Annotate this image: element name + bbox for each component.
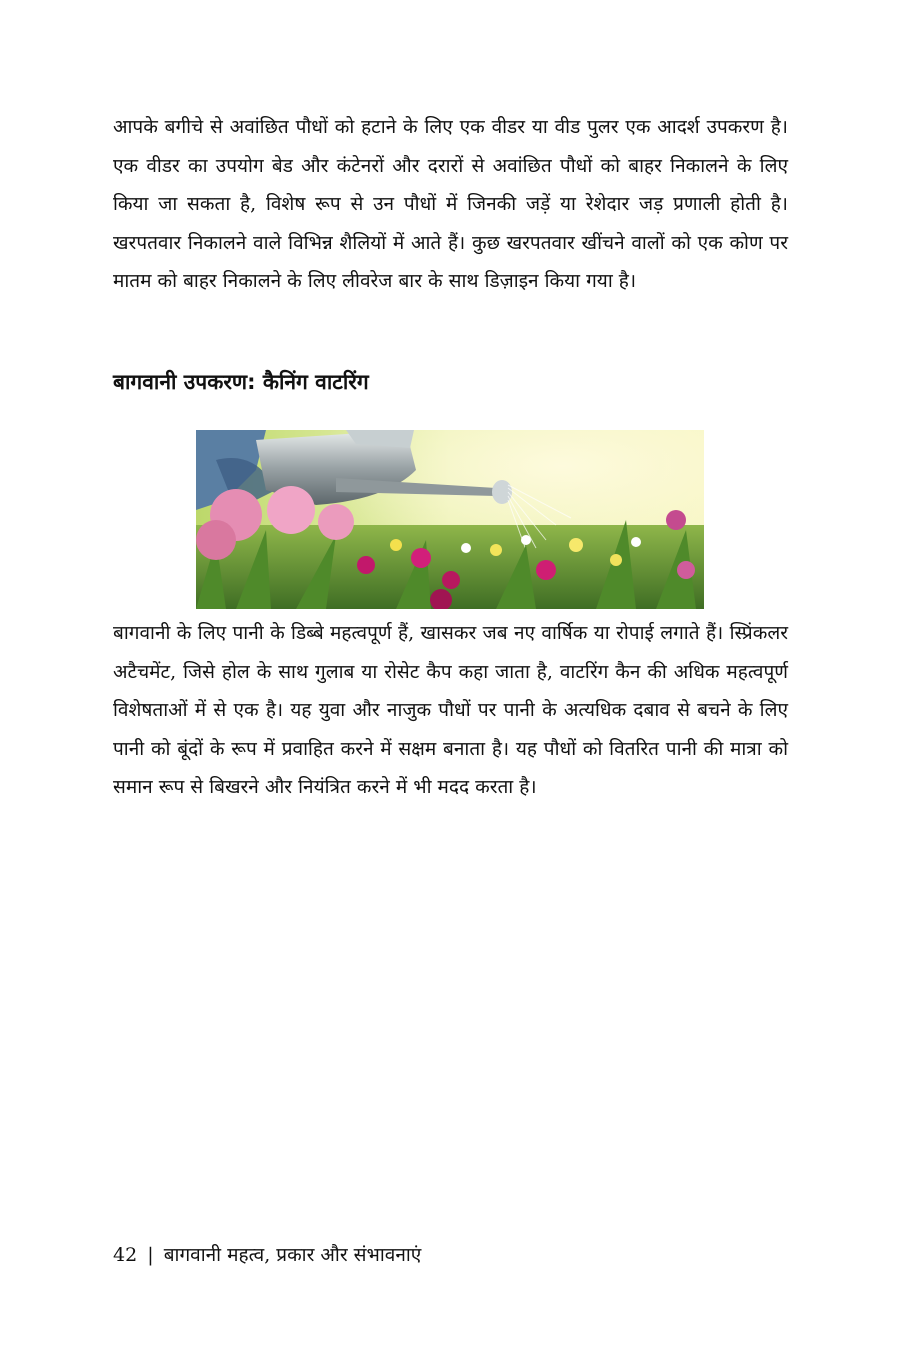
page-footer xyxy=(113,1238,421,1272)
section-heading: बागवानी उपकरण: कैनिंग वाटरिंग xyxy=(113,370,369,394)
paragraph-watering-can: बागवानी के लिए पानी के डिब्बे महत्वपूर्ण हैं, खासकर जब नए वार्षिक या रोपाई लगाते हैं। स्प्रिंकलर अटैचमेंट, जिसे होल के साथ गुलाब या रोसेट कैप कहा जाता है, वाटरिंग कैन की अधिक महत्वपूर्ण विशेषताओं में से एक है। यह युवा और नाजुक पौधों पर पानी के अत्यधिक दबाव से बचने के लिए पानी को बूंदों के रूप में प्रवाहित करने में सक्षम बनाता है। यह पौधों को वितरित पानी की मात्रा को समान रूप से बिखरने और नियंत्रित करने में भी मदद करता है। xyxy=(113,622,788,798)
watering-can-flowers-illustration xyxy=(196,430,704,609)
book-title: बागवानी महत्व, प्रकार और संभावनाएं xyxy=(163,1244,422,1266)
paragraph-weeder: आपके बगीचे से अवांछित पौधों को हटाने के लिए एक वीडर या वीड पुलर एक आदर्श उपकरण है। एक वीडर का उपयोग बेड और कंटेनरों और दरारों से अवांछित पौधों को बाहर निकालने के लिए किया जा सकता है, विशेष रूप से उन पौधों में जिनकी जड़ें या रेशेदार जड़ प्रणाली होती है। खरपतवार निकालने वाले विभिन्न शैलियों में आते हैं। कुछ खरपतवार खींचने वालों को एक कोण पर मातम को बाहर निकालने के लिए लीवरेज बार के साथ डिज़ाइन किया गया है। xyxy=(113,116,788,292)
page-number: 42 xyxy=(113,1244,138,1266)
watering-can-photo xyxy=(196,430,704,609)
footer-separator: | xyxy=(147,1244,154,1266)
